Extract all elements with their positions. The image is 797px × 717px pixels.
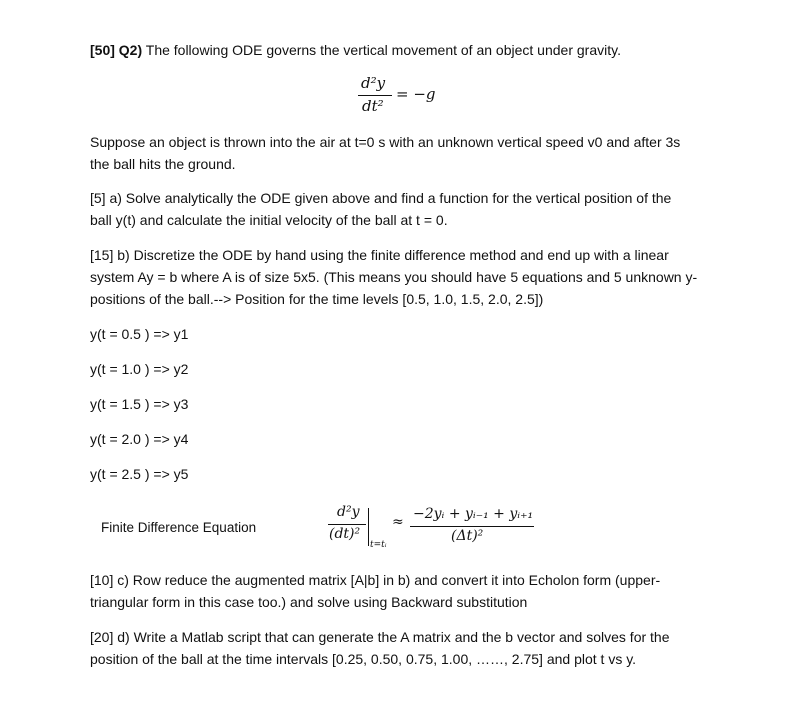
fd-rhs-fraction-bar [410, 526, 534, 527]
fd-lhs-numerator: d²y [337, 504, 360, 520]
part-b-line-1: [15] b) Discretize the ODE by hand using the finite difference method and end up with a linear [90, 247, 669, 263]
fd-rhs-denominator: (Δt)² [451, 528, 484, 544]
intro-line-2: the ball hits the ground. [90, 156, 236, 172]
question-heading [90, 40, 621, 60]
part-d-line-1: [20] d) Write a Matlab script that can generate the A matrix and the b vector and solves for the [90, 629, 670, 645]
fd-rhs-numerator: −2yᵢ + yᵢ₋₁ + yᵢ₊₁ [413, 506, 534, 522]
position-item: y(t = 1.0 ) => y2 [90, 361, 189, 377]
ode-fraction-bar [358, 95, 392, 96]
part-b-line-2: system Ay = b where A is of size 5x5. (This means you should have 5 equations and 5 unknown y- [90, 269, 698, 285]
intro-line-1: Suppose an object is thrown into the air at t=0 s with an unknown vertical speed v0 and after 3s [90, 134, 681, 150]
part-a-line-1: [5] a) Solve analytically the ODE given above and find a function for the vertical position of the [90, 190, 672, 206]
question-heading-text: The following ODE governs the vertical movement of an object under gravity. [142, 42, 621, 58]
fd-approx-sign: ≈ [392, 514, 404, 530]
ode-rhs: = −g [396, 85, 436, 103]
part-a-line-2: ball y(t) and calculate the initial velocity of the ball at t = 0. [90, 212, 448, 228]
part-d-line-2: position of the ball at the time intervals [0.25, 0.50, 0.75, 1.00, ……, 2.75] and plot t vs y. [90, 651, 637, 667]
ode-denominator: dt² [362, 97, 384, 115]
fd-evaluation-bar [368, 508, 369, 546]
position-item: y(t = 0.5 ) => y1 [90, 326, 189, 342]
part-c-line-2: triangular form in this case too.) and solve using Backward substitution [90, 594, 528, 610]
part-b-line-3: positions of the ball.--> Position for the time levels [0.5, 1.0, 1.5, 2.0, 2.5]) [90, 291, 544, 307]
ode-numerator: d²y [361, 74, 386, 92]
fd-evaluation-point: t=tᵢ [370, 540, 387, 550]
position-item: y(t = 1.5 ) => y3 [90, 396, 189, 412]
position-item: y(t = 2.5 ) => y5 [90, 466, 189, 482]
fd-lhs-denominator: (dt)² [329, 526, 361, 542]
part-c-line-1: [10] c) Row reduce the augmented matrix [A|b] in b) and convert it into Echolon form (upper- [90, 572, 661, 588]
fd-lhs-fraction-bar [328, 524, 366, 525]
position-item: y(t = 2.0 ) => y4 [90, 431, 189, 447]
question-number: [50] Q2) [90, 42, 143, 58]
fd-label: Finite Difference Equation [101, 520, 257, 535]
